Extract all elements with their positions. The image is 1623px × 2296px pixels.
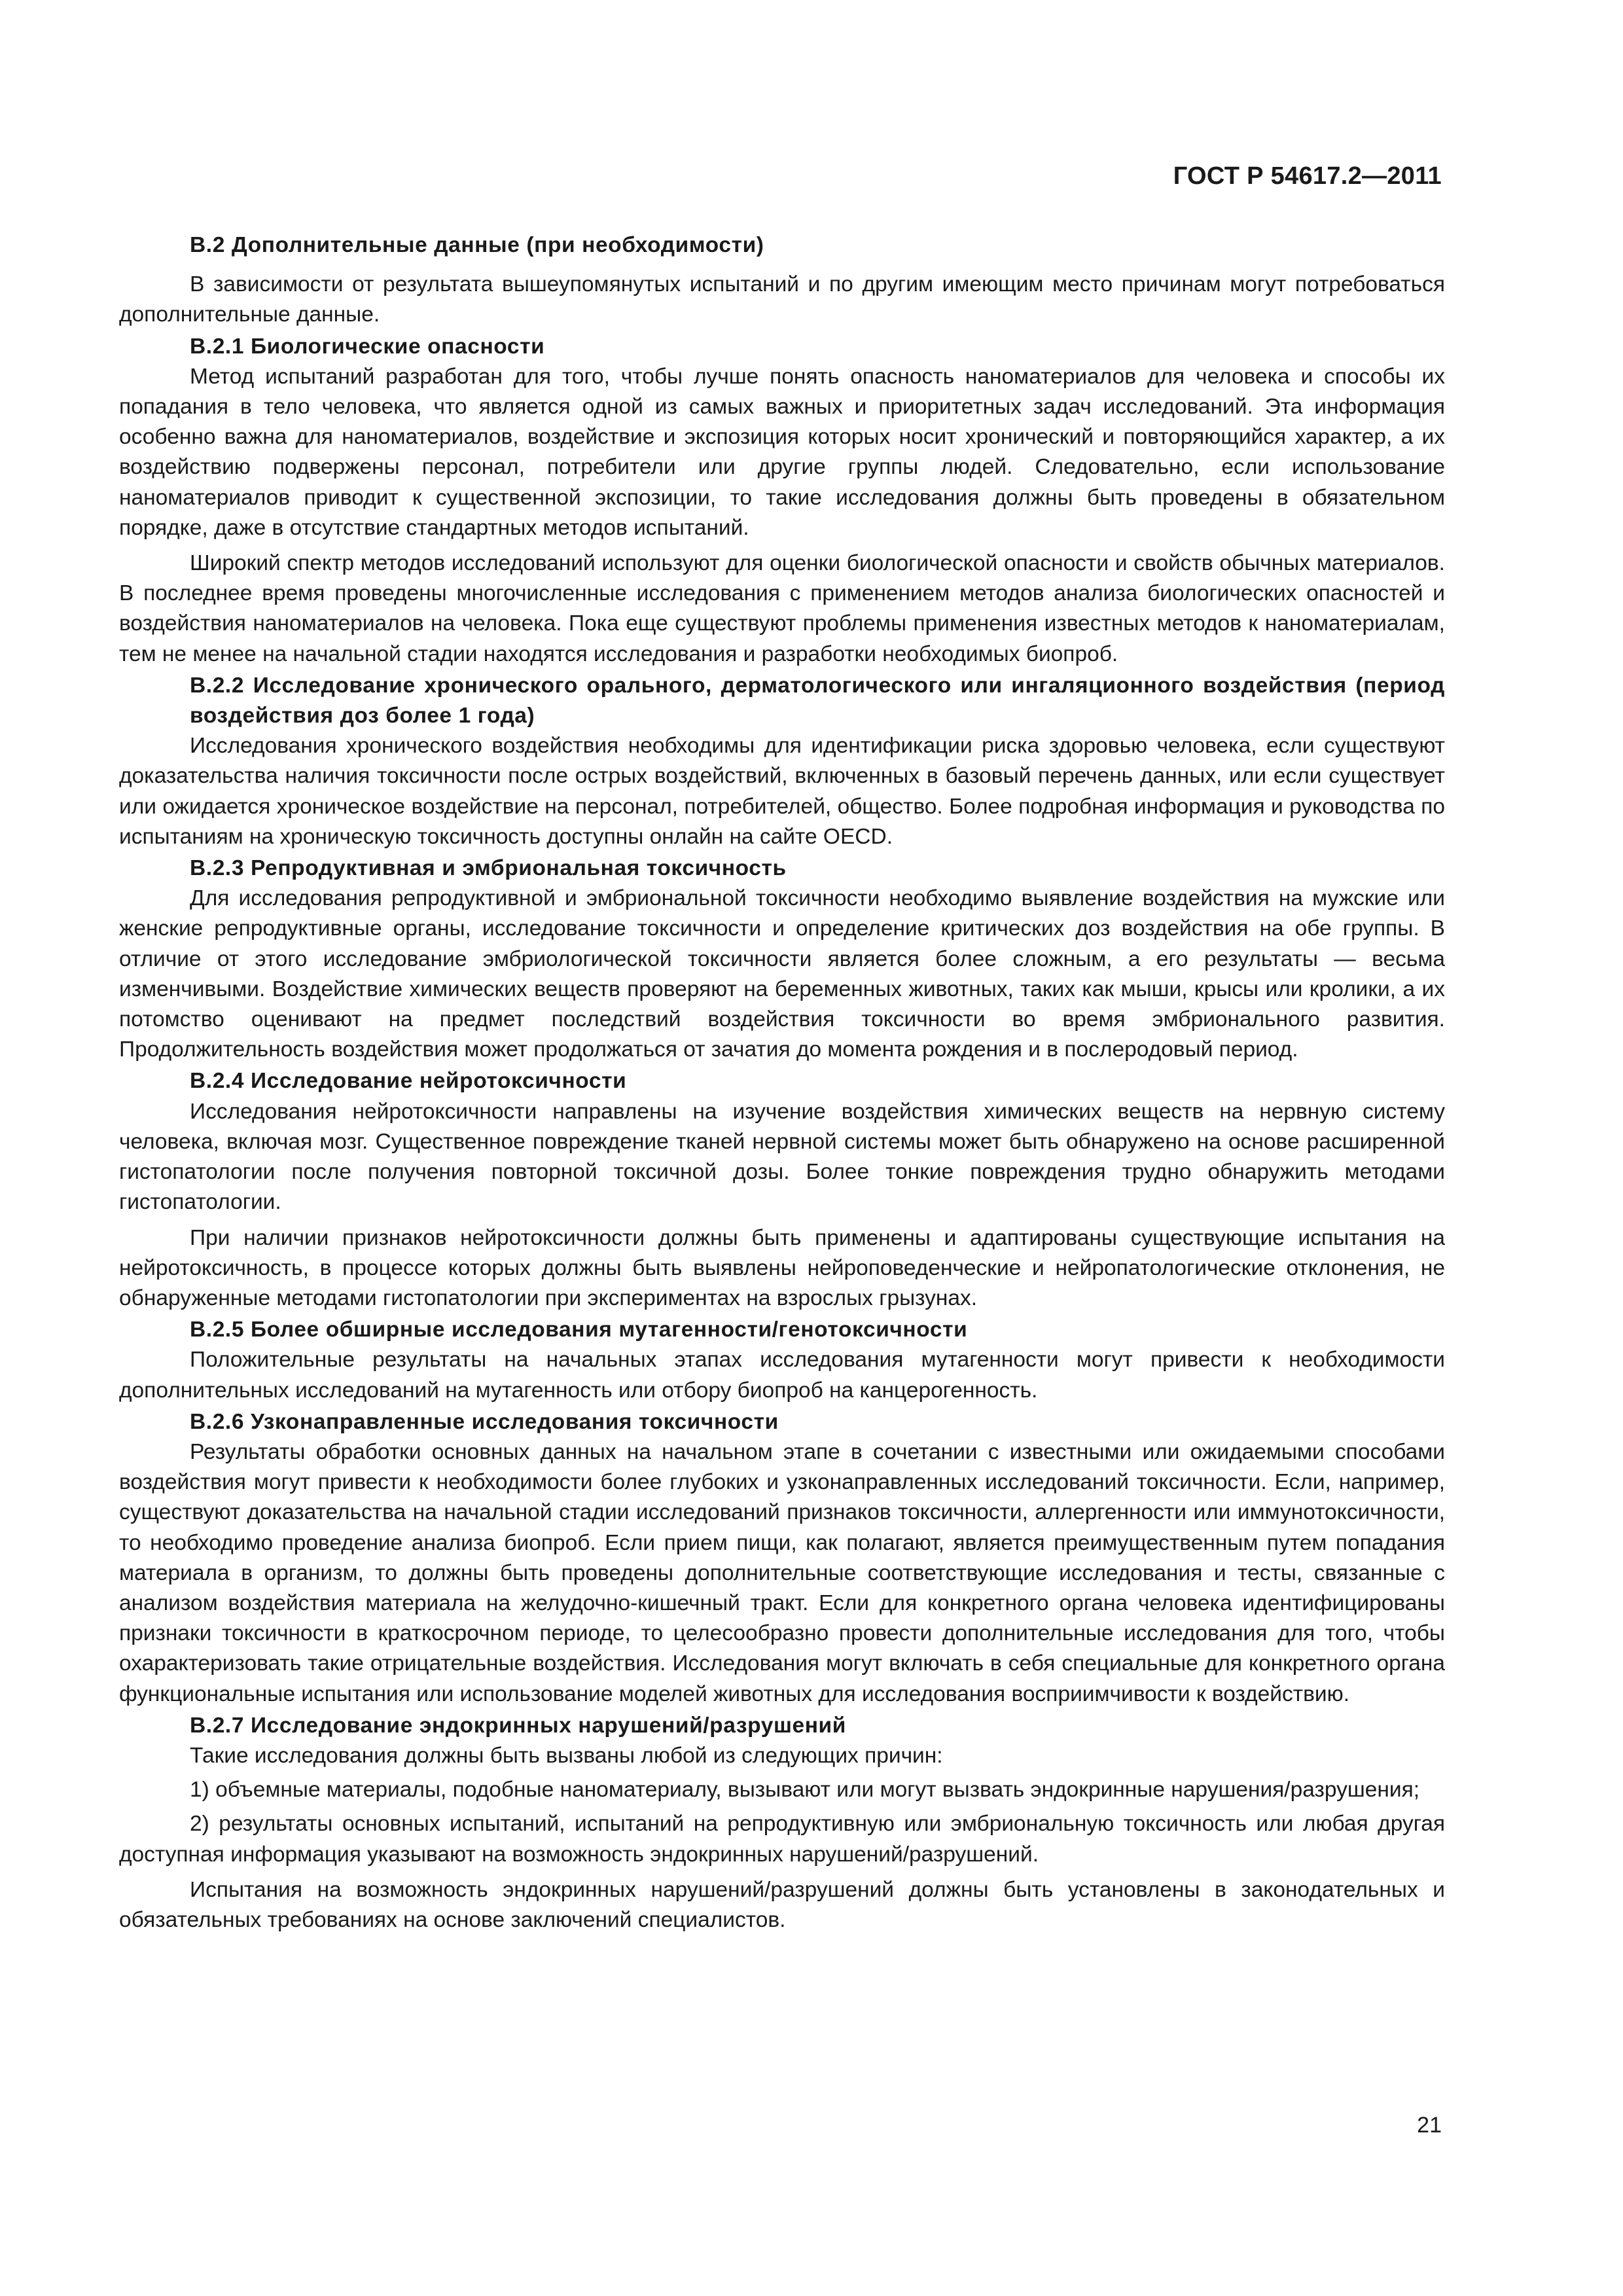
paragraph: Метод испытаний разработан для того, чтобы лучше понять опасность наноматериалов для человека и способы их попадания в тело человека, что является одной из самых важных и приоритетных задач исследований. Эта информация особенно важна для наноматериалов, воздействие и экспозиция которых носит хронический и повторяющийся характер, а их воздействию подвержены персонал, потребители или другие группы людей. Следовательно, если использование наноматериалов приводит к существенной экспозиции, то такие исследования должны быть проведены в обязательном порядке, даже в отсутствие стандартных методов испытаний. — [119, 364, 1445, 540]
paragraph: Испытания на возможность эндокринных нарушений/разрушений должны быть установлены в законодательных и обязательных требованиях на основе заключений специалистов. — [119, 1877, 1445, 1932]
paragraph: Исследования нейротоксичности направлены на изучение воздействия химических веществ на нервную систему человека, включая мозг. Существенное повреждение тканей нервной системы может быть обнаружено на основе расширенной гистопатологии после получения повторной токсичной дозы. Более тонкие повреждения трудно обнаружить методами гистопатологии. — [119, 1099, 1445, 1215]
section-heading-b2: В.2 Дополнительные данные (при необходимости) — [190, 233, 764, 257]
subsection-heading-b24: В.2.4 Исследование нейротоксичности — [190, 1069, 627, 1094]
page-number: 21 — [1417, 2113, 1442, 2138]
paragraph: Для исследования репродуктивной и эмбриональной токсичности необходимо выявление воздействия на мужские или женские репродуктивные органы, исследование токсичности и определение критических доз воздействия на обе группы. В отличие от этого исследование эмбриологической токсичности является более сложным, а его результаты — весьма изменчивыми. Воздействие химических веществ проверяют на беременных животных, таких как мыши, крысы или кролики, а их потомство оценивают на предмет последствий воздействия токсичности во время эмбрионального развития. Продолжительность воздействия может продолжаться от зачатия до момента рождения и в послеродовый период. — [119, 886, 1445, 1062]
reasons-list — [119, 1775, 1445, 1870]
paragraph: В зависимости от результата вышеупомянутых испытаний и по другим имеющим место причинам могут потребоваться дополнительные данные. — [119, 272, 1445, 327]
list-item: 1) объемные материалы, подобные наноматериалу, вызывают или могут вызвать эндокринные нарушения/разрушения; — [190, 1778, 1420, 1803]
paragraph: Результаты обработки основных данных на начальном этапе в сочетании с известными или ожидаемыми способами воздействия могут привести к необходимости более глубоких и узконаправленных исследований токсичности. Если, например, существуют доказательства на начальной стадии исследований признаков токсичности, аллергенности или иммунотоксичности, то необходимо проведение анализа биопроб. Если прием пищи, как полагают, является преимущественным путем попадания материала в организм, то должны быть проведены дополнительные соответствующие исследования и тесты, связанные с анализом воздействия материала на желудочно-кишечный тракт. Если для конкретного органа человека идентифицированы признаки токсичности в краткосрочном периоде, то целесообразно провести дополнительные исследования для того, чтобы охарактеризовать такие отрицательные воздействия. Исследования могут включать в себя специальные для конкретного органа функциональные испытания или использование моделей животных для исследования восприимчивости к воздействию. — [119, 1439, 1445, 1706]
subsection-heading-b27: В.2.7 Исследование эндокринных нарушений/разрушений — [190, 1713, 846, 1738]
document-code-header: ГОСТ Р 54617.2—2011 — [1173, 162, 1442, 190]
paragraph: Широкий спектр методов исследований используют для оценки биологической опасности и свойств обычных материалов. В последнее время проведены многочисленные исследования с применением методов анализа биологических опасностей и воздействия наноматериалов на человека. Пока еще существуют проблемы применения известных методов к наноматериалам, тем не менее на начальной стадии находятся исследования и разработки необходимых биопроб. — [119, 551, 1445, 666]
paragraph: Исследования хронического воздействия необходимы для идентификации риска здоровью человека, если существуют доказательства наличия токсичности после острых воздействий, включенных в базовый перечень данных, или если существует или ожидается хроническое воздействие на персонал, потребителей, общество. Более подробная информация и руководства по испытаниям на хроническую токсичность доступны онлайн на сайте OECD. — [119, 734, 1445, 849]
list-item: 2) результаты основных испытаний, испытаний на репродуктивную или эмбриональную токсичность или любая другая доступная информация указывают на возможность эндокринных нарушений/разрушений. — [119, 1812, 1445, 1867]
subsection-heading-b26: В.2.6 Узконаправленные исследования токсичности — [190, 1409, 779, 1434]
paragraph: Положительные результаты на начальных этапах исследования мутагенности могут привести к необходимости дополнительных исследований на мутагенность или отбору биопроб на канцерогенность. — [119, 1348, 1445, 1403]
subsection-heading-b22: В.2.2 Исследование хронического орального, дерматологического или ингаляционного воздействия (период воздействия доз более 1 года) — [190, 673, 1445, 728]
subsection-heading-b21: В.2.1 Биологические опасности — [190, 334, 545, 359]
document-body — [119, 230, 1445, 1935]
subsection-heading-b23: В.2.3 Репродуктивная и эмбриональная токсичность — [190, 856, 787, 881]
paragraph: Такие исследования должны быть вызваны любой из следующих причин: — [190, 1743, 943, 1768]
subsection-heading-b25: В.2.5 Более обширные исследования мутагенности/генотоксичности — [190, 1318, 968, 1342]
paragraph: При наличии признаков нейротоксичности должны быть применены и адаптированы существующие испытания на нейротоксичность, в процессе которых должны быть выявлены нейроповеденческие и нейропатологические отклонения, не обнаруженные методами гистопатологии при экспериментах на взрослых грызунах. — [119, 1225, 1445, 1310]
